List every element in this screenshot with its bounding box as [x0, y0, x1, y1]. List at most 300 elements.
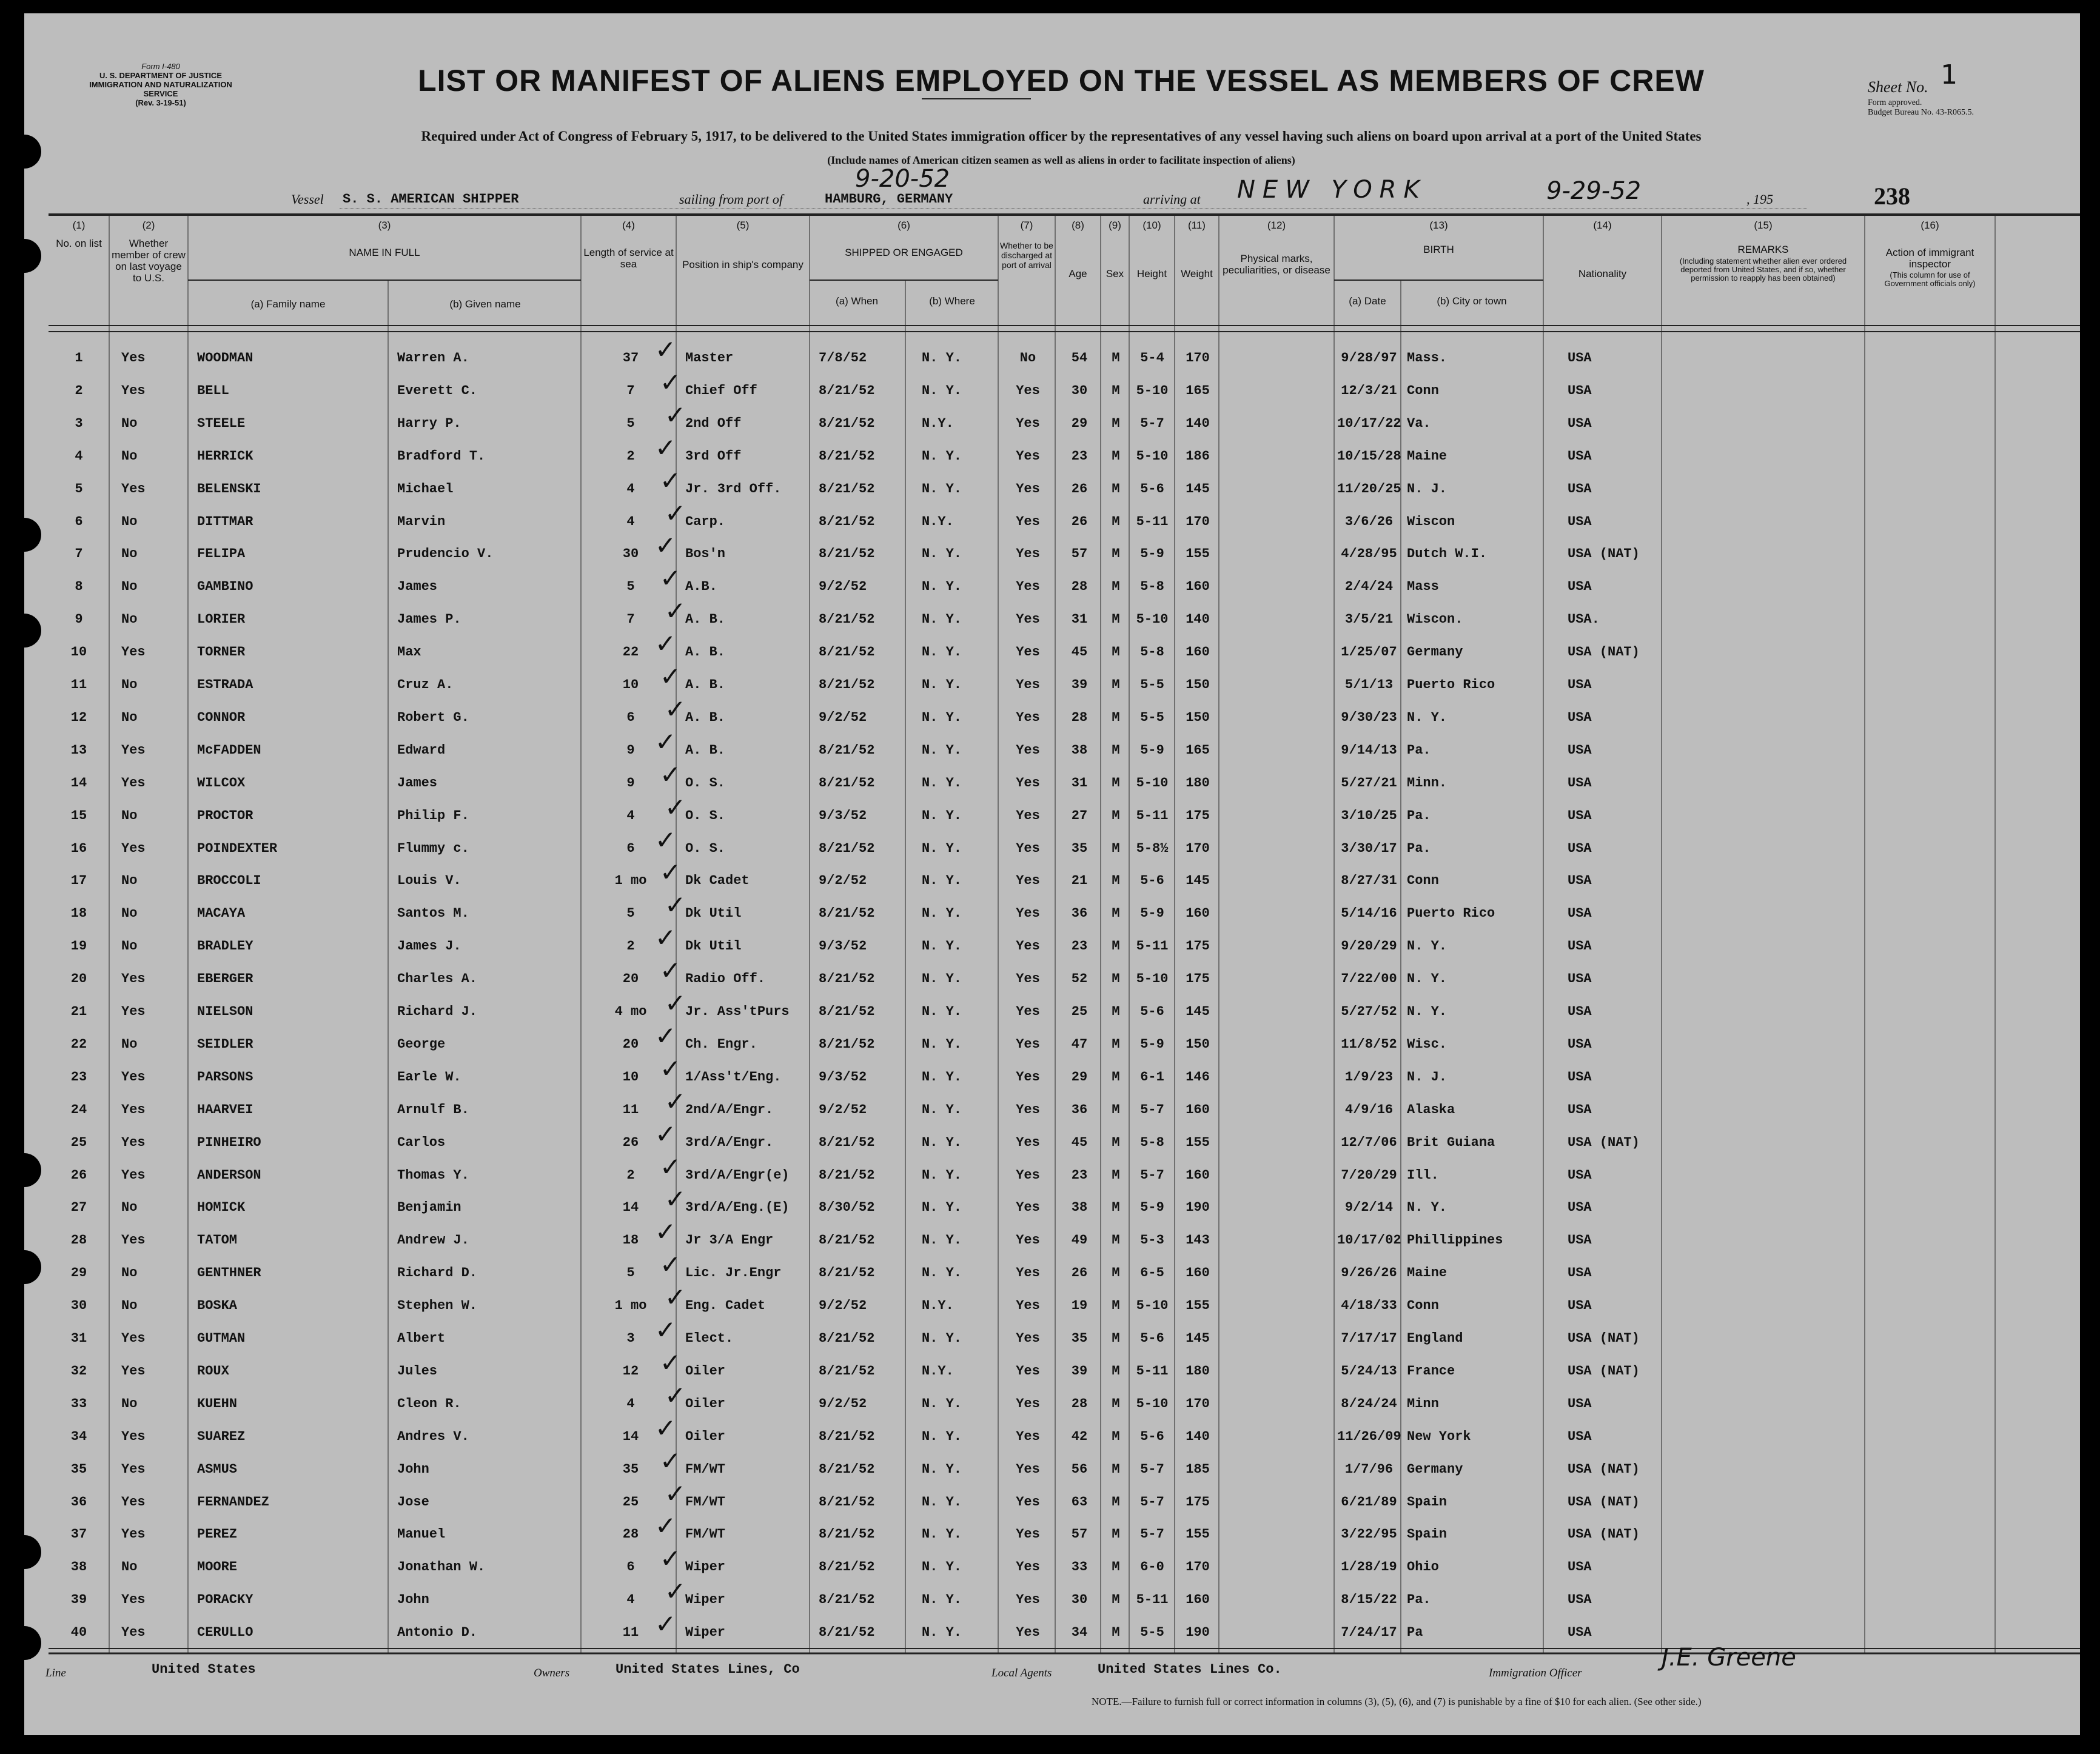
sex: M: [1112, 939, 1120, 954]
col1-header: No. on list: [56, 238, 102, 249]
nationality: USA: [1568, 1200, 1592, 1216]
sheet-number: [1868, 59, 1958, 99]
birth-place: Dutch W.I.: [1407, 546, 1488, 562]
nationality: USA (NAT): [1568, 1331, 1640, 1346]
position: Oiler: [685, 1428, 726, 1444]
birth-date: 10/17/02: [1337, 1233, 1401, 1248]
shipped-when: 8/21/52: [819, 971, 875, 987]
given-name: Max: [397, 644, 421, 660]
birth-place: N. Y.: [1407, 971, 1448, 987]
weight: 150: [1186, 677, 1210, 692]
height: 6-5: [1140, 1265, 1164, 1281]
age: 27: [1071, 808, 1088, 823]
position: Elect.: [685, 1331, 734, 1346]
weight: 165: [1186, 383, 1210, 398]
weight: 150: [1186, 1036, 1210, 1052]
row-number: 12: [70, 709, 87, 725]
col-number: (9): [1109, 219, 1121, 231]
shipped-where: N. Y.: [922, 1428, 962, 1444]
last-voyage: Yes: [121, 971, 146, 987]
weight: 190: [1186, 1625, 1210, 1641]
department: U. S. DEPARTMENT OF JUSTICE: [99, 71, 222, 80]
service-length: 37: [622, 350, 639, 366]
family-name: FERNANDEZ: [197, 1494, 269, 1510]
sex: M: [1112, 1233, 1120, 1248]
height: 5-7: [1140, 1167, 1164, 1183]
arrival-date: 9-29-52: [1546, 177, 1642, 205]
weight: 170: [1186, 1559, 1210, 1575]
sex: M: [1112, 1396, 1120, 1411]
sex: M: [1112, 1559, 1120, 1575]
weight: 180: [1186, 1363, 1210, 1379]
check-mark-icon: ✓: [660, 1151, 682, 1182]
shipped-where: N. Y.: [922, 1200, 962, 1216]
discharged: Yes: [1016, 1134, 1040, 1150]
arrival-port: NEW YORK: [1237, 176, 1427, 204]
birth-place: Alaska: [1407, 1102, 1455, 1117]
last-voyage: Yes: [121, 1592, 146, 1608]
col3-header: NAME IN FULL: [349, 247, 420, 258]
height: 5-7: [1140, 415, 1164, 431]
service-length: 9: [626, 742, 635, 758]
sex: M: [1112, 481, 1120, 497]
form-approved-line: Form approved.: [1868, 98, 1922, 107]
nationality: USA: [1568, 808, 1592, 823]
row-number: 31: [70, 1331, 87, 1346]
nationality: USA: [1568, 1036, 1592, 1052]
age: 38: [1071, 742, 1088, 758]
shipped-where: N. Y.: [922, 1527, 962, 1542]
position: A. B.: [685, 644, 726, 660]
last-voyage: Yes: [121, 1102, 146, 1117]
family-name: WOODMAN: [197, 350, 253, 366]
shipped-when: 8/21/52: [819, 481, 875, 497]
age: 30: [1071, 1592, 1088, 1608]
position: O. S.: [685, 840, 726, 856]
last-voyage: Yes: [121, 1134, 146, 1150]
sex: M: [1112, 1167, 1120, 1183]
birth-date: 1/28/19: [1341, 1559, 1397, 1575]
birth-place: Puerto Rico: [1407, 677, 1495, 692]
nationality: USA (NAT): [1568, 644, 1640, 660]
nationality: USA (NAT): [1568, 1461, 1640, 1477]
col9-header: Sex: [1105, 268, 1124, 280]
family-name: CONNOR: [197, 709, 246, 725]
height: 5-7: [1140, 1494, 1164, 1510]
row-number: 19: [70, 939, 87, 954]
family-name: BRADLEY: [197, 939, 253, 954]
height: 5-10: [1136, 775, 1169, 791]
table-row: [24, 596, 2080, 635]
nationality: USA: [1568, 1592, 1592, 1608]
nationality: USA: [1568, 1167, 1592, 1183]
owners-value: United States Lines, Co: [616, 1662, 800, 1677]
weight: 160: [1186, 1592, 1210, 1608]
shipped-where: N. Y.: [922, 906, 962, 922]
shipped-where: N. Y.: [922, 971, 962, 987]
last-voyage: No: [121, 448, 138, 464]
row-number: 4: [75, 448, 83, 464]
birth-place: Conn: [1407, 1298, 1439, 1314]
last-voyage: No: [121, 709, 138, 725]
age: 23: [1071, 1167, 1088, 1183]
given-name: Prudencio V.: [397, 546, 494, 562]
discharged: Yes: [1016, 1298, 1040, 1314]
sex: M: [1112, 514, 1120, 529]
nationality: USA (NAT): [1568, 1363, 1640, 1379]
position: Radio Off.: [685, 971, 766, 987]
discharged: Yes: [1016, 1559, 1040, 1575]
birth-date: 7/22/00: [1341, 971, 1397, 987]
check-mark-icon: ✓: [655, 825, 677, 855]
service-length: 25: [622, 1494, 639, 1510]
table-row: [24, 1151, 2080, 1191]
discharged: Yes: [1016, 644, 1040, 660]
discharged: Yes: [1016, 1428, 1040, 1444]
punch-hole: [7, 614, 41, 648]
col13-header: BIRTH: [1423, 244, 1454, 255]
shipped-where: N. Y.: [922, 709, 962, 725]
shipped-when: 8/21/52: [819, 1134, 875, 1150]
nationality: USA: [1568, 971, 1592, 987]
given-name: Everett C.: [397, 383, 478, 398]
given-name: John: [397, 1461, 429, 1477]
sex: M: [1112, 742, 1120, 758]
given-name: Thomas Y.: [397, 1167, 469, 1183]
discharged: Yes: [1016, 1200, 1040, 1216]
service-length: 4: [626, 1396, 635, 1411]
row-number: 10: [70, 644, 87, 660]
given-name: Louis V.: [397, 873, 461, 889]
height: 5-9: [1140, 1036, 1164, 1052]
table-row: [24, 1217, 2080, 1256]
service-length: 2: [626, 939, 635, 954]
weight: 175: [1186, 808, 1210, 823]
col-number: (1): [72, 219, 86, 231]
height: 5-8: [1140, 579, 1164, 595]
table-row: [24, 1119, 2080, 1158]
check-mark-icon: ✓: [655, 726, 677, 757]
family-name: PARSONS: [197, 1069, 253, 1085]
given-name: Charles A.: [397, 971, 478, 987]
discharged: Yes: [1016, 514, 1040, 529]
age: 26: [1071, 481, 1088, 497]
position: 3rd/A/Engr.: [685, 1134, 774, 1150]
weight: 160: [1186, 644, 1210, 660]
shipped-where: N. Y.: [922, 1559, 962, 1575]
table-row: [24, 1609, 2080, 1648]
shipped-where: N. Y.: [922, 1134, 962, 1150]
service-length: 10: [622, 1069, 639, 1085]
position: Chief Off: [685, 383, 757, 398]
row-number: 36: [70, 1494, 87, 1510]
sex: M: [1112, 1102, 1120, 1117]
row-number: 1: [75, 350, 83, 366]
vessel-name: S. S. AMERICAN SHIPPER: [343, 192, 519, 207]
service-length: 1 mo: [614, 873, 647, 889]
position: Wiper: [685, 1625, 726, 1641]
family-name: HERRICK: [197, 448, 253, 464]
check-mark-icon: ✓: [665, 1086, 686, 1116]
given-name: James: [397, 579, 438, 595]
nationality: USA: [1568, 1102, 1592, 1117]
last-voyage: Yes: [121, 1461, 146, 1477]
sex: M: [1112, 775, 1120, 791]
height: 5-9: [1140, 546, 1164, 562]
weight: 160: [1186, 906, 1210, 922]
arriving-label: arriving at: [1143, 192, 1201, 207]
weight: 140: [1186, 1428, 1210, 1444]
age: 49: [1071, 1233, 1088, 1248]
service-length: 4: [626, 1592, 635, 1608]
last-voyage: No: [121, 1559, 138, 1575]
given-name: Marvin: [397, 514, 446, 529]
birth-date: 2/4/24: [1344, 579, 1394, 595]
age: 57: [1071, 546, 1088, 562]
last-voyage: No: [121, 939, 138, 954]
table-row: [24, 988, 2080, 1027]
height: 5-8: [1140, 644, 1164, 660]
check-mark-icon: ✓: [660, 1544, 682, 1574]
weight: 190: [1186, 1200, 1210, 1216]
title-rule: [922, 98, 1031, 99]
sex: M: [1112, 1069, 1120, 1085]
birth-place: Maine: [1407, 1265, 1448, 1281]
discharged: Yes: [1016, 1102, 1040, 1117]
position: 3rd/A/Engr(e): [685, 1167, 790, 1183]
nationality: USA: [1568, 1069, 1592, 1085]
nationality: USA: [1568, 1233, 1592, 1248]
table-row: [24, 1184, 2080, 1223]
punch-hole: [7, 239, 41, 273]
row-number: 14: [70, 775, 87, 791]
age: 45: [1071, 1134, 1088, 1150]
discharged: Yes: [1016, 448, 1040, 464]
position: O. S.: [685, 808, 726, 823]
height: 5-3: [1140, 1233, 1164, 1248]
given-name: George: [397, 1036, 446, 1052]
sex: M: [1112, 644, 1120, 660]
height: 5-10: [1136, 971, 1169, 987]
age: 25: [1071, 1004, 1088, 1019]
birth-place: Wiscon.: [1407, 612, 1463, 628]
family-name: BOSKA: [197, 1298, 238, 1314]
check-mark-icon: ✓: [660, 465, 682, 495]
sex: M: [1112, 840, 1120, 856]
birth-date: 7/17/17: [1341, 1331, 1397, 1346]
birth-date: 9/20/29: [1341, 939, 1397, 954]
nationality: USA.: [1568, 612, 1600, 628]
birth-date: 5/1/13: [1344, 677, 1394, 692]
birth-date: 8/24/24: [1341, 1396, 1397, 1411]
col-number: (2): [142, 219, 155, 231]
service-length: 2: [626, 1167, 635, 1183]
discharged: Yes: [1016, 1036, 1040, 1052]
nationality: USA: [1568, 448, 1592, 464]
sex: M: [1112, 448, 1120, 464]
birth-date: 11/26/09: [1337, 1428, 1401, 1444]
shipped-where: N. Y.: [922, 808, 962, 823]
sex: M: [1112, 1428, 1120, 1444]
service-length: 20: [622, 971, 639, 987]
row-number: 3: [75, 415, 83, 431]
row-number: 30: [70, 1298, 87, 1314]
col-number: (16): [1921, 219, 1939, 231]
check-mark-icon: ✓: [665, 596, 686, 626]
family-name: McFADDEN: [197, 742, 261, 758]
age: 45: [1071, 644, 1088, 660]
family-name: KUEHN: [197, 1396, 238, 1411]
weight: 186: [1186, 448, 1210, 464]
form-number: Form I-480: [141, 62, 180, 71]
given-name: Edward: [397, 742, 446, 758]
given-name: Bradford T.: [397, 448, 486, 464]
weight: 185: [1186, 1461, 1210, 1477]
birth-date: 9/26/26: [1341, 1265, 1397, 1281]
shipped-when: 9/2/52: [819, 873, 867, 889]
col10-header: Height: [1136, 268, 1167, 280]
discharged: No: [1019, 350, 1036, 366]
age: 21: [1071, 873, 1088, 889]
check-mark-icon: ✓: [665, 792, 686, 822]
service-length: 18: [622, 1233, 639, 1248]
birth-date: 4/9/16: [1344, 1102, 1394, 1117]
last-voyage: Yes: [121, 350, 146, 366]
height: 5-6: [1140, 1428, 1164, 1444]
family-name: TORNER: [197, 644, 246, 660]
shipped-when: 8/21/52: [819, 1265, 875, 1281]
discharged: Yes: [1016, 1265, 1040, 1281]
sailing-port: HAMBURG, GERMANY: [825, 192, 953, 207]
discharged: Yes: [1016, 1592, 1040, 1608]
age: 35: [1071, 1331, 1088, 1346]
discharged: Yes: [1016, 1363, 1040, 1379]
sex: M: [1112, 612, 1120, 628]
given-name: Warren A.: [397, 350, 469, 366]
shipped-when: 8/21/52: [819, 1004, 875, 1019]
family-name: BELENSKI: [197, 481, 261, 497]
family-name: PROCTOR: [197, 808, 253, 823]
age: 52: [1071, 971, 1088, 987]
given-name: Jose: [397, 1494, 429, 1510]
last-voyage: No: [121, 1036, 138, 1052]
discharged: Yes: [1016, 971, 1040, 987]
service-length: 10: [622, 677, 639, 692]
sex: M: [1112, 971, 1120, 987]
weight: 175: [1186, 971, 1210, 987]
nationality: USA: [1568, 906, 1592, 922]
age: 36: [1071, 1102, 1088, 1117]
discharged: Yes: [1016, 1494, 1040, 1510]
table-row: [24, 1478, 2080, 1518]
discharged: Yes: [1016, 1461, 1040, 1477]
last-voyage: No: [121, 808, 138, 823]
shipped-where: N. Y.: [922, 1592, 962, 1608]
col4-header: Length of service at sea: [583, 247, 674, 270]
height: 5-9: [1140, 906, 1164, 922]
birth-place: Wisc.: [1407, 1036, 1448, 1052]
col-number: (13): [1429, 219, 1448, 231]
family-name: BELL: [197, 383, 229, 398]
table-row: [24, 1511, 2080, 1550]
shipped-when: 9/2/52: [819, 1102, 867, 1117]
family-name: ESTRADA: [197, 677, 253, 692]
given-name: Richard D.: [397, 1265, 478, 1281]
family-name: FELIPA: [197, 546, 246, 562]
row-number: 7: [75, 546, 83, 562]
birth-place: Puerto Rico: [1407, 906, 1495, 922]
shipped-when: 8/21/52: [819, 775, 875, 791]
col-number: (7): [1020, 219, 1033, 231]
sex: M: [1112, 1331, 1120, 1346]
birth-place: Wiscon: [1407, 514, 1455, 529]
height: 5-5: [1140, 677, 1164, 692]
birth-place: N. J.: [1407, 481, 1448, 497]
shipped-when: 8/21/52: [819, 906, 875, 922]
manifest-sheet: [24, 13, 2080, 1735]
last-voyage: Yes: [121, 644, 146, 660]
age: 36: [1071, 906, 1088, 922]
check-mark-icon: ✓: [660, 1250, 682, 1280]
height: 5-11: [1136, 939, 1169, 954]
line-value: United States: [152, 1662, 256, 1677]
birth-date: 1/25/07: [1341, 644, 1397, 660]
position: Wiper: [685, 1592, 726, 1608]
nationality: USA: [1568, 873, 1592, 889]
given-name: James J.: [397, 939, 461, 954]
weight: 155: [1186, 1134, 1210, 1150]
check-mark-icon: ✓: [655, 1413, 677, 1443]
service-length: 6: [626, 1559, 635, 1575]
col12-header: Physical marks, peculiarities, or disease: [1223, 253, 1330, 276]
sex: M: [1112, 1298, 1120, 1314]
shipped-where: N. Y.: [922, 1004, 962, 1019]
row-number: 9: [75, 612, 83, 628]
given-name: Stephen W.: [397, 1298, 478, 1314]
height: 5-8: [1140, 1134, 1164, 1150]
last-voyage: No: [121, 873, 138, 889]
given-name: Philip F.: [397, 808, 469, 823]
shipped-when: 9/2/52: [819, 1298, 867, 1314]
age: 39: [1071, 677, 1088, 692]
sex: M: [1112, 1592, 1120, 1608]
nationality: USA (NAT): [1568, 1494, 1640, 1510]
discharged: Yes: [1016, 1396, 1040, 1411]
age: 57: [1071, 1527, 1088, 1542]
punch-hole: [7, 1153, 41, 1187]
nationality: USA: [1568, 350, 1592, 366]
weight: 160: [1186, 1265, 1210, 1281]
shipped-when: 8/21/52: [819, 1592, 875, 1608]
check-mark-icon: ✓: [655, 1511, 677, 1541]
discharged: Yes: [1016, 1004, 1040, 1019]
nationality: USA: [1568, 677, 1592, 692]
col6a-header: (a) When: [836, 295, 878, 307]
shipped-where: N. Y.: [922, 1265, 962, 1281]
birth-date: 6/21/89: [1341, 1494, 1397, 1510]
given-name: Antonio D.: [397, 1625, 478, 1641]
nationality: USA: [1568, 415, 1592, 431]
agents-value: United States Lines Co.: [1098, 1662, 1282, 1677]
weight: 145: [1186, 1331, 1210, 1346]
given-name: Benjamin: [397, 1200, 461, 1216]
col-number: (3): [378, 219, 391, 231]
shipped-when: 8/21/52: [819, 1527, 875, 1542]
shipped-where: N.Y.: [922, 415, 954, 431]
weight: 150: [1186, 709, 1210, 725]
service-length: 7: [626, 612, 635, 628]
service-length: 28: [622, 1527, 639, 1542]
